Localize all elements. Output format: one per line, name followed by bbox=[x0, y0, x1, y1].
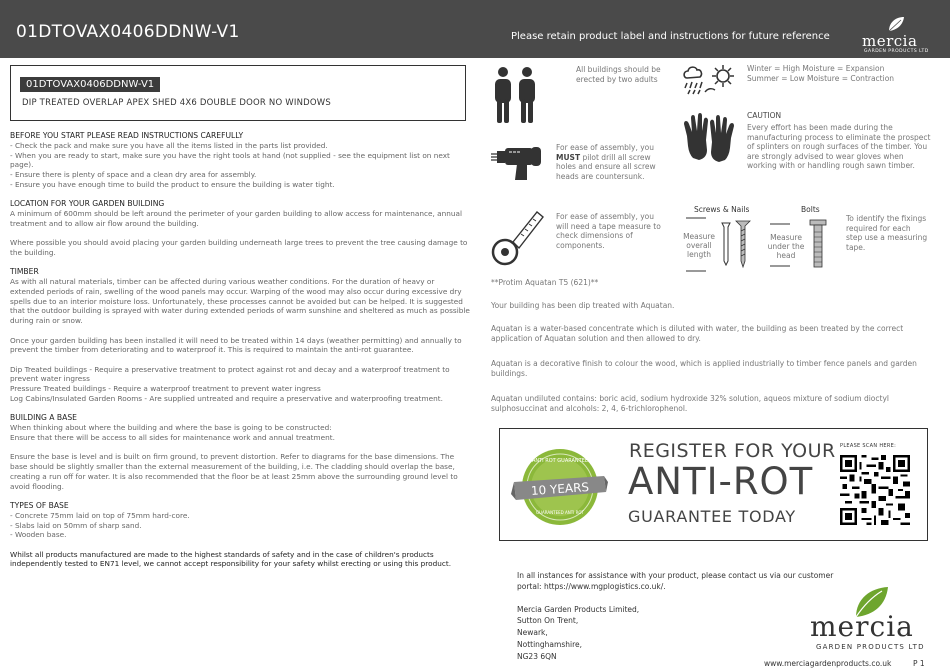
badge-years-text: 10 YEARS bbox=[530, 479, 590, 499]
caution-text: Every effort has been made during the manufacturing process to eliminate the prospect of splinters on rough surfaces of the timber. You are strongly advised to wear gloves when working with or handling rough sawn timber. bbox=[747, 123, 931, 171]
before-item: - When you are ready to start, make sure you have the right tools at hand (not supplied - see the equipment list on next page). bbox=[10, 150, 450, 170]
fixings-text: To identify the fixings required for each step use a measuring tape. bbox=[846, 214, 928, 252]
drill-text bbox=[556, 143, 662, 181]
logo-sub: GARDEN PRODUCTS LTD bbox=[864, 49, 929, 54]
caution-heading: CAUTION bbox=[747, 111, 782, 120]
two-adults-icon bbox=[491, 66, 541, 124]
before-item: - Ensure there is plenty of space and a clean dry area for assembly. bbox=[10, 170, 257, 180]
mercia-logo-top bbox=[862, 18, 942, 56]
product-code: 01DTOVAX0406DDNW-V1 bbox=[16, 22, 240, 42]
base-paragraph: Ensure that there will be access to all sides for maintenance work and annual treatment. bbox=[10, 432, 335, 442]
drill-icon bbox=[491, 142, 547, 182]
types-heading: TYPES OF BASE bbox=[10, 500, 69, 510]
drill-text-part: pilot drill all screw holes and ensure all screw heads are countersunk. bbox=[556, 152, 656, 181]
tape-measure-icon bbox=[491, 208, 547, 268]
assistance-text: In all instances for assistance with your product, please contact us via our customer bbox=[517, 571, 834, 580]
types-item: - Concrete 75mm laid on top of 75mm hard-core. bbox=[10, 510, 190, 520]
weather-icon bbox=[681, 62, 737, 96]
website-url[interactable]: www.merciagardenproducts.co.uk bbox=[764, 659, 892, 668]
before-item: - Check the pack and make sure you have all the items listed in the parts list provided. bbox=[10, 140, 328, 150]
address-line: Mercia Garden Products Limited, bbox=[517, 605, 640, 614]
weather-text-summer: Summer = Low Moisture = Contraction bbox=[747, 74, 895, 83]
adults-text: All buildings should be erected by two adults bbox=[576, 65, 661, 84]
address-line: Nottinghamshire, bbox=[517, 640, 582, 649]
timber-paragraph: Dip Treated buildings - Require a preservative treatment to protect against rot and decay and a waterproof treatment to prevent water ingress bbox=[10, 364, 450, 384]
safety-disclaimer: Whilst all products manufactured are made to the highest standards of safety and in the case of children's products independently tested to EN71 level, we cannot accept responsibility for your safety whilst erecting or using this product. bbox=[10, 549, 452, 569]
leaf-icon bbox=[886, 16, 906, 32]
badge-top-text: ANTI ROT GUARANTEE bbox=[531, 458, 589, 464]
base-heading: BUILDING A BASE bbox=[10, 413, 77, 423]
before-item: - Ensure you have enough time to build the product to ensure the building is water tight. bbox=[10, 179, 335, 189]
timber-paragraph: As with all natural materials, timber can be affected during various weather conditions. For the duration of heavy or extended periods of rain, swelling of the wood panels may occur. Warping of the wood may also occur during excessive dry spells due to an interior moisture loss. Unfortunately, these processes cannot be avoided but can be helped. It is suggested that the outdoor building is sprayed with water during extended periods of warm sunshine and sheltered as much as possible during rain or snow. bbox=[10, 277, 470, 326]
timber-paragraph: Once your garden building has been installed it will need to be treated within 14 days (weather permitting) and annually to prevent the timber from deteriorating and to waterproof it. This is required to maintain the anti-rot guarantee. bbox=[10, 335, 462, 355]
guarantee-badge-icon bbox=[508, 442, 608, 532]
mercia-logo-bottom bbox=[810, 585, 930, 655]
before-heading: BEFORE YOU START PLEASE READ INSTRUCTIONS CAREFULLY bbox=[10, 131, 244, 140]
aquatan-paragraph: Your building has been dip treated with Aquatan. bbox=[491, 301, 675, 310]
qr-code-icon[interactable] bbox=[840, 455, 910, 525]
address-line: Newark, bbox=[517, 628, 548, 637]
drill-text-part: For ease of assembly, you bbox=[556, 143, 654, 152]
location-heading: LOCATION FOR YOUR GARDEN BUILDING bbox=[10, 199, 165, 209]
address-line: Sutton On Trent, bbox=[517, 616, 579, 625]
aquatan-paragraph: Aquatan is a decorative finish to colour the wood, which is applied industrially to timber fence panels and garden buildings. bbox=[491, 359, 917, 378]
portal-link[interactable]: portal: https://www.mgplogistics.co.uk/. bbox=[517, 582, 666, 591]
header-bar bbox=[0, 0, 950, 58]
weather-text-winter: Winter = High Moisture = Expansion bbox=[747, 64, 885, 73]
timber-paragraph: Log Cabins/Insulated Garden Rooms - Are supplied untreated and require a preservative and waterproofing treatment. bbox=[10, 394, 443, 404]
tape-text: For ease of assembly, you will need a tape measure to check dimensions of components. bbox=[556, 212, 661, 250]
protim-label: **Protim Aquatan T5 (621)** bbox=[491, 278, 599, 287]
types-item: - Wooden base. bbox=[10, 530, 67, 540]
gloves-icon bbox=[681, 112, 737, 164]
instructions-column bbox=[10, 131, 470, 569]
base-paragraph: Ensure the base is level and is built on firm ground, to prevent distortion. Refer to diagrams for the base dimensions. The base should be slightly smaller than the external measurement of the building, i.e. The cladding should overlap the base, creating a run off for water. It is also recommended that the floor be at least 25mm above the surrounding ground level to avoid flooding. bbox=[10, 452, 458, 491]
location-paragraph: A minimum of 600mm should be left around the perimeter of your garden building to allow access for maintenance, annual treatment and to allow air flow around the building. bbox=[10, 209, 462, 228]
register-line2: ANTI-ROT bbox=[628, 460, 814, 503]
logo-sub: GARDEN PRODUCTS LTD bbox=[816, 643, 925, 651]
logo-word: mercia bbox=[810, 610, 914, 643]
address-line: NG23 6QN bbox=[517, 652, 557, 661]
logo-word: mercia bbox=[862, 32, 918, 50]
aquatan-paragraph: Aquatan is a water-based concentrate which is diluted with water, the building as been treated by the correct application of Aquatan solution and then allowed to dry. bbox=[491, 324, 904, 343]
page-number: P 1 bbox=[913, 659, 925, 668]
retain-notice: Please retain product label and instructions for future reference bbox=[511, 31, 830, 42]
drill-text-must: MUST bbox=[556, 152, 581, 162]
register-line3: GUARANTEE TODAY bbox=[628, 507, 796, 526]
scan-label: PLEASE SCAN HERE: bbox=[840, 443, 897, 449]
register-guarantee-box bbox=[499, 428, 928, 541]
measure-overall-label: Measure overall length bbox=[683, 232, 715, 259]
product-name: DIP TREATED OVERLAP APEX SHED 4X6 DOUBLE DOOR NO WINDOWS bbox=[22, 98, 331, 108]
measure-under-label: Measure under the head bbox=[767, 233, 805, 260]
aquatan-paragraph: Aquatan undiluted contains: boric acid, sodium hydroxide 32% solution, aqueos mixture of sodium dioctyl sulphosuccinat and alcohols: 2, 4, 6-trichlorophenol. bbox=[491, 394, 889, 413]
timber-paragraph: Pressure Treated buildings - Require a waterproof treatment to prevent water ingress bbox=[10, 384, 321, 394]
screws-nails-label: Screws & Nails bbox=[694, 205, 750, 214]
register-line1: REGISTER FOR YOUR bbox=[629, 440, 836, 462]
base-paragraph: When thinking about where the building and where the base is going to be constructed: bbox=[10, 423, 332, 433]
product-code-badge: 01DTOVAX0406DDNW-V1 bbox=[20, 77, 160, 92]
badge-bottom-text: GUARANTEED ANTI ROT bbox=[536, 510, 584, 515]
bolts-label: Bolts bbox=[801, 205, 820, 214]
location-paragraph: Where possible you should avoid placing your garden building underneath large trees to prevent the tree causing damage to the building. bbox=[10, 238, 468, 257]
timber-heading: TIMBER bbox=[10, 267, 39, 277]
product-title-box bbox=[10, 65, 466, 121]
types-item: - Slabs laid on 50mm of sharp sand. bbox=[10, 520, 142, 530]
